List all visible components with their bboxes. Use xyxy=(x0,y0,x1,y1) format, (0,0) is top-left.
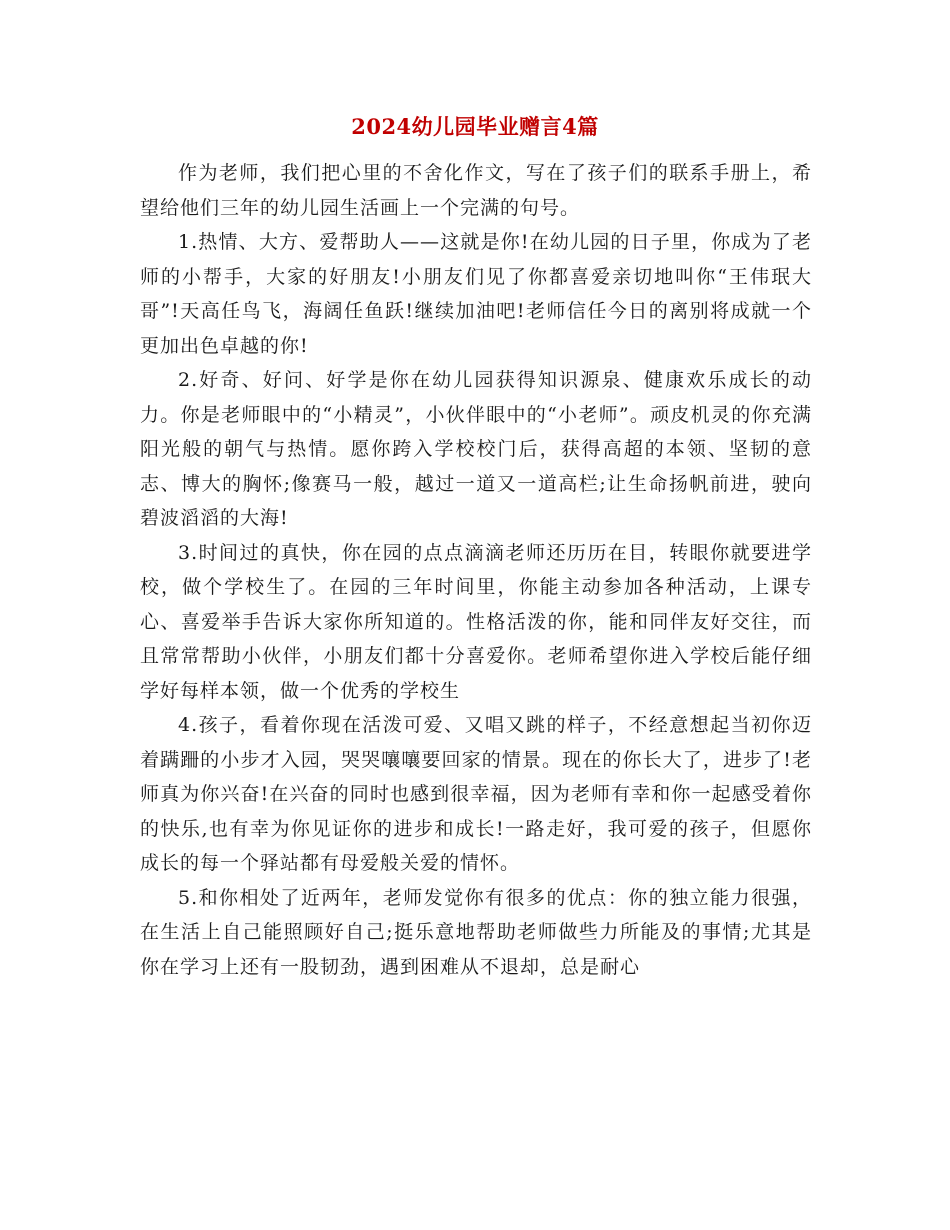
message-paragraph-2: 2.好奇、好问、好学是你在幼儿园获得知识源泉、健康欢乐成长的动力。你是老师眼中的“小精灵”，小伙伴眼中的“小老师”。顽皮机灵的你充满阳光般的朝气与热情。愿你跨入学校校门后，获得高超的本领、坚韧的意志、博大的胸怀;像赛马一般，越过一道又一道高栏;让生命扬帆前进，驶向碧波滔滔的大海! xyxy=(140,369,812,529)
document-title: 2024幼儿园毕业赠言4篇 xyxy=(351,114,599,139)
message-paragraph-5: 5.和你相处了近两年，老师发觉你有很多的优点：你的独立能力很强，在生活上自己能照顾好自己;挺乐意地帮助老师做些力所能及的事情;尤其是你在学习上还有一股韧劲，遇到困难从不退却，总是耐心 xyxy=(140,886,812,978)
intro-paragraph: 作为老师，我们把心里的不舍化作文，写在了孩子们的联系手册上，希望给他们三年的幼儿园生活画上一个完满的句号。 xyxy=(140,162,812,219)
message-paragraph-3: 3.时间过的真快，你在园的点点滴滴老师还历历在目，转眼你就要进学校，做个学校生了。在园的三年时间里，你能主动参加各种活动，上课专心、喜爱举手告诉大家你所知道的。性格活泼的你，能和同伴友好交往，而且常常帮助小伙伴，小朋友们都十分喜爱你。老师希望你进入学校后能仔细学好每样本领，做一个优秀的学校生 xyxy=(140,541,812,702)
document-body xyxy=(140,156,812,984)
message-paragraph-4: 4.孩子，看着你现在活泼可爱、又唱又跳的样子，不经意想起当初你迈着蹒跚的小步才入园，哭哭嚷嚷要回家的情景。现在的你长大了，进步了!老师真为你兴奋!在兴奋的同时也感到很幸福，因为老师有幸和你一起感受着你的快乐,也有幸为你见证你的进步和成长!一路走好，我可爱的孩子，但愿你成长的每一个驿站都有母爱般关爱的情怀。 xyxy=(140,714,812,874)
message-paragraph-1: 1.热情、大方、爱帮助人——这就是你!在幼儿园的日子里，你成为了老师的小帮手，大家的好朋友!小朋友们见了你都喜爱亲切地叫你“王伟珉大哥”!天高任鸟飞，海阔任鱼跃!继续加油吧!老师信任今日的离别将成就一个更加出色卓越的你! xyxy=(140,231,812,357)
